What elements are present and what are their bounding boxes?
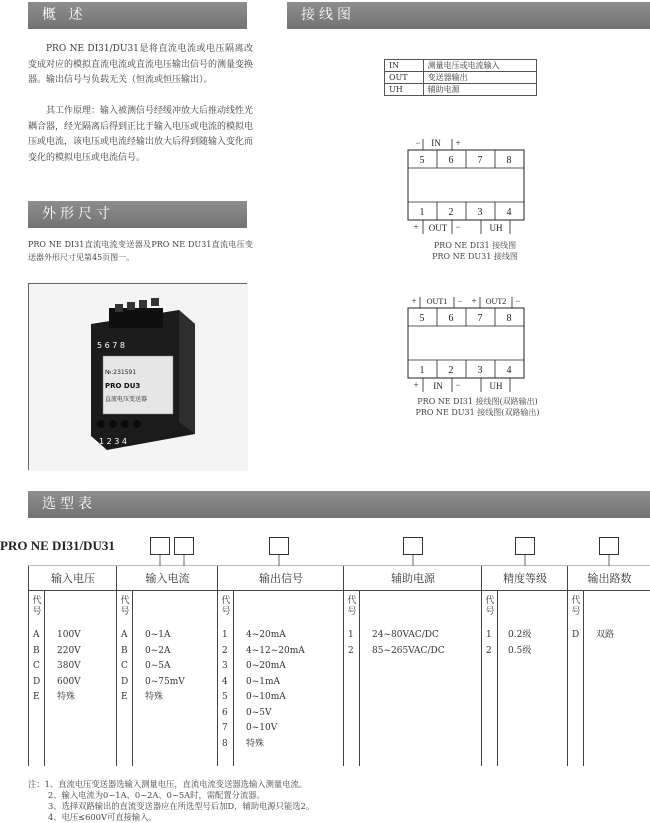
column-output-signal	[217, 566, 343, 766]
code-list	[572, 628, 579, 644]
signal-code: IN	[385, 60, 424, 72]
diagram1-out-label: OUT	[428, 223, 448, 233]
code-item: C	[121, 661, 128, 671]
signal-code: OUT	[385, 72, 424, 84]
value-item: 0~1mA	[246, 676, 281, 687]
signal-row	[385, 60, 537, 72]
value-item: 0~5V	[246, 707, 272, 718]
code-list	[486, 628, 492, 659]
overview-header: 概 述	[28, 2, 247, 29]
code-item: 2	[222, 645, 228, 656]
column-input-voltage	[28, 566, 116, 766]
model-number: PRO NE DI31/DU31	[0, 538, 115, 553]
value-item: 85~265VAC/DC	[372, 645, 445, 656]
value-item: 0~10V	[246, 723, 278, 733]
value-list	[596, 628, 614, 644]
diagram1-uh-label: UH	[489, 223, 503, 233]
code-item: D	[572, 630, 580, 640]
code-list	[222, 628, 228, 752]
value-item: 0~20mA	[246, 661, 286, 671]
selection-box-output-signal	[269, 537, 289, 555]
terminal-4: 4	[506, 207, 512, 218]
svg-text:−: −	[457, 296, 463, 306]
diagram1-in-label: IN	[431, 138, 441, 148]
column-accuracy	[481, 566, 567, 766]
value-item: 特殊	[57, 692, 76, 702]
value-item: 0.2级	[508, 630, 532, 640]
code-item: 5	[222, 692, 228, 702]
value-list	[145, 628, 185, 706]
notes	[28, 779, 314, 823]
svg-text:−: −	[415, 138, 421, 148]
signal-desc: 辅助电源	[423, 84, 536, 96]
code-item: 1	[348, 630, 354, 640]
dimensions-text: PRO NE DI31直流电流变送器及PRO NE DU31直流电压变送器外形尺寸见第45页图一。	[28, 240, 253, 262]
column-header: 辅助电源	[344, 566, 482, 591]
code-item: 7	[222, 723, 228, 733]
diagram2-in-label: IN	[433, 381, 443, 391]
value-item: 0~2A	[145, 645, 171, 656]
diagram1-caption-1: PRO NE DI31 接线图	[433, 241, 517, 250]
selection-box-input-voltage	[150, 537, 170, 555]
terminal-3: 3	[477, 365, 483, 376]
value-item: 600V	[57, 676, 81, 687]
signal-row	[385, 72, 537, 84]
diagram2-caption-1: PRO NE DI31 接线图(双路输出)	[417, 397, 538, 406]
signal-code: UH	[385, 84, 424, 96]
svg-text:+: +	[413, 380, 419, 390]
terminal-1: 1	[419, 207, 425, 218]
svg-text:−: −	[515, 296, 521, 306]
selection-box-accuracy	[515, 537, 535, 555]
svg-text:−: −	[455, 380, 461, 390]
terminal-5: 5	[419, 313, 425, 324]
diagram2-uh-label: UH	[489, 381, 503, 391]
diagram2-caption-2: PRO NE DU31 接线图(双路输出)	[415, 408, 540, 417]
code-list	[348, 628, 354, 659]
diagram2-out2-label: OUT2	[485, 297, 507, 306]
svg-text:+: +	[411, 296, 417, 306]
column-input-current	[116, 566, 217, 766]
svg-text:+: +	[413, 222, 419, 232]
terminal-8: 8	[506, 313, 512, 324]
code-label: 代号	[32, 596, 42, 617]
value-item: 0~10mA	[246, 692, 286, 702]
value-item: 24~80VAC/DC	[372, 630, 439, 640]
column-output-count	[567, 566, 650, 766]
selection-table	[28, 566, 650, 766]
note-item: 2、输入电流为0~1A、0~2A、0~5A时，需配置分流器。	[48, 790, 265, 800]
code-item: E	[33, 692, 40, 702]
code-list	[121, 628, 128, 706]
overview-paragraph-2: 其工作原理：输入被测信号经缓冲放大后推动线性光耦合器，经光隔离后得到正比于输入电压或电流的模拟电压或电流，该电压或电流经输出放大后得到随输入变化而变化的模拟电压或电流信号。	[28, 106, 254, 163]
note-item: 注：1、直流电压变送器选输入测量电压，直流电流变送器选输入测量电流。	[28, 779, 308, 789]
code-item: C	[33, 661, 40, 671]
photo-label-type: 直流电压变送器	[105, 396, 148, 403]
terminal-6: 6	[448, 313, 454, 324]
terminal-4: 4	[506, 365, 512, 376]
signal-table	[384, 59, 537, 96]
code-item: D	[33, 676, 41, 687]
value-item: 特殊	[145, 692, 164, 702]
svg-text:−: −	[455, 222, 461, 232]
code-item: 2	[486, 645, 492, 656]
column-aux-power	[343, 566, 481, 766]
code-list	[33, 628, 40, 706]
terminal-2: 2	[448, 207, 454, 218]
selection-header: 选型表	[28, 491, 650, 518]
value-item: 4~12~20mA	[246, 645, 305, 656]
value-list	[57, 628, 81, 706]
value-item: 4~20mA	[246, 630, 286, 640]
code-item: B	[121, 645, 128, 656]
code-item: A	[33, 630, 40, 640]
value-list	[246, 628, 305, 752]
wiring-diagram-dual	[400, 294, 530, 394]
dimensions-header: 外形尺寸	[28, 201, 247, 228]
photo-label-serial: №:231591	[105, 369, 137, 376]
code-item: 3	[222, 661, 228, 671]
value-list	[372, 628, 445, 659]
terminal-1: 1	[419, 365, 425, 376]
value-item: 220V	[57, 645, 81, 656]
column-header: 输入电流	[117, 566, 218, 591]
value-item: 0~75mV	[145, 676, 185, 687]
terminal-5: 5	[419, 155, 425, 166]
signal-row	[385, 84, 537, 96]
terminal-2: 2	[448, 365, 454, 376]
code-item: D	[121, 676, 129, 687]
terminal-3: 3	[477, 207, 483, 218]
selection-box-input-current	[174, 537, 194, 555]
wiring-header: 接线图	[287, 2, 650, 29]
diagram1-caption-2: PRO NE DU31 接线图	[432, 252, 518, 261]
column-header: 输入电压	[29, 566, 117, 591]
svg-text:+: +	[455, 138, 461, 148]
value-item: 0~1A	[145, 630, 171, 640]
note-item: 4、电压≤600V可直接输入。	[48, 812, 157, 822]
value-item: 0.5级	[508, 645, 532, 656]
terminal-7: 7	[477, 313, 483, 324]
value-item: 380V	[57, 661, 81, 671]
code-label: 代号	[485, 596, 495, 617]
code-item: B	[33, 645, 40, 656]
code-label: 代号	[571, 596, 581, 617]
code-item: 4	[222, 676, 228, 687]
selection-box-outputs	[599, 537, 619, 555]
column-header: 精度等级	[482, 566, 568, 591]
photo-top-terminals: 5 6 7 8	[97, 341, 125, 350]
signal-desc: 测量电压或电流输入	[423, 60, 536, 72]
code-item: A	[121, 630, 128, 640]
terminal-7: 7	[477, 155, 483, 166]
code-item: 2	[348, 645, 354, 656]
code-item: 8	[222, 738, 228, 749]
value-item: 100V	[57, 630, 81, 640]
value-item: 双路	[596, 630, 615, 640]
code-item: 1	[222, 630, 228, 640]
terminal-6: 6	[448, 155, 454, 166]
note-item: 3、选择双路输出的直流变送器应在所选型号后加D，辅助电源只能选2。	[48, 801, 315, 811]
code-label: 代号	[221, 596, 231, 617]
overview-paragraph-1: PRO NE DI31/DU31是将直流电流或电压隔离改变成对应的模拟直流电流或直流电压输出信号的测量变换器。输出信号与负载无关（恒流或恒压输出）。	[28, 44, 254, 85]
code-label: 代号	[347, 596, 357, 617]
value-list	[508, 628, 531, 659]
code-label: 代号	[120, 596, 130, 617]
code-item: E	[121, 692, 128, 702]
value-item: 0~5A	[145, 661, 171, 671]
signal-desc: 变送器输出	[423, 72, 536, 84]
diagram2-out1-label: OUT1	[426, 297, 448, 306]
selection-box-aux-power	[403, 537, 423, 555]
terminal-8: 8	[506, 155, 512, 166]
value-item: 特殊	[246, 738, 265, 749]
photo-bottom-terminals: 1 2 3 4	[99, 437, 127, 446]
code-item: 6	[222, 707, 228, 718]
product-photo	[28, 283, 247, 470]
photo-label-model: PRO DU3	[105, 382, 141, 390]
column-header: 输出路数	[568, 566, 650, 591]
wiring-diagram-single	[400, 136, 530, 236]
code-item: 1	[486, 630, 492, 640]
column-header: 输出信号	[218, 566, 344, 591]
svg-text:+: +	[471, 296, 477, 306]
